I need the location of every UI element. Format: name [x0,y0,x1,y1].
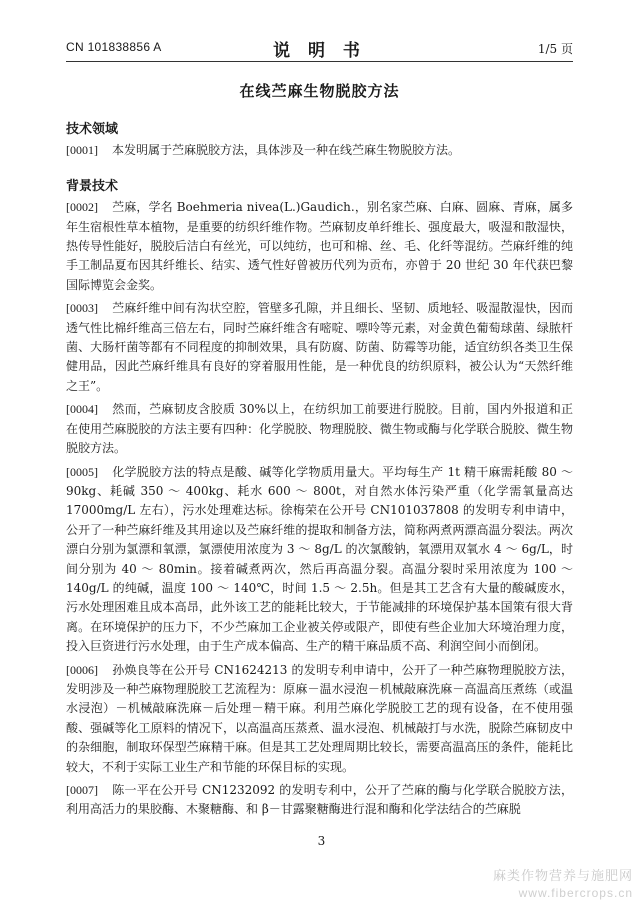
paragraph-number: [0001] [66,143,98,158]
watermark-url: www.fibercrops.cn [518,886,633,900]
paragraph [66,198,573,295]
paragraph-text: 苎麻，学名 Boehmeria nivea(L.)Gaudich.，别名家苎麻、白麻、圆麻、青麻，属多年生宿根性草本植物，是重要的纺织纤维作物。苎麻韧皮单纤维长、强度最大，吸湿和散湿快，热传导性能好，脱胶后洁白有丝光，可以纯纺，也可和棉、丝、毛、化纤等混纺。苎麻纤维的纯手工制品夏布因其纤维长、结实、透气性好曾被历代列为贡布，亦曾于 20 世纪 30 年代获巴黎国际博览会金奖。 [66,200,573,292]
patent-number: CN 101838856 A [66,40,162,54]
paragraph-text: 本发明属于苎麻脱胶方法，具体涉及一种在线苎麻生物脱胶方法。 [112,143,461,158]
paragraph-text: 孙焕良等在公开号 CN1624213 的发明专利申请中，公开了一种苎麻物理脱胶方法，发明涉及一种苎麻物理脱胶工艺流程为：原麻－温水浸泡－机械敲麻洗麻－高温高压煮练（或温水浸泡）－机械敲麻洗麻－后处理－精干麻。利用苎麻化学脱胶工艺的现有设备，在不使用强酸、强碱等化工原料的情况下，以高温高压蒸煮、温水浸泡、机械敲打与水洗，脱除苎麻韧皮中的杂细胞，制取环保型苎麻精干麻。但是其工艺处理周期比较长，需要高温高压的条件，能耗比较大，不利于实际工业生产和节能的环保目标的实现。 [66,662,573,774]
document-body [66,120,573,824]
page-header [66,38,573,61]
paragraph [66,400,573,458]
paragraph [66,463,573,657]
section-heading-background: 背景技术 [66,178,119,194]
paragraph [66,299,573,396]
page-of-total: 1/5 页 [537,42,573,56]
page-number: 3 [317,834,326,848]
paragraph-text: 陈一平在公开号 CN1232092 的发明专利中，公开了苎麻的酶与化学联合脱胶方法，利用高活力的果胶酶、木聚糖酶、和 β－甘露聚糖酶进行混和酶和化学法结合的苎麻脱 [66,783,573,817]
paragraph-number: [0007] [66,783,98,797]
paragraph-text: 化学脱胶方法的特点是酸、碱等化学物质用量大。平均每生产 1t 精干麻需耗酸 80 ～ 90kg、耗碱 350 ～ 400kg、耗水 600 ～ 800t，对自然水体污染严重（化学需氧量高达 17000mg/L 左右），污水处理难达标。徐梅荣在公开号 CN101037808 的发明专利申请中，公开了一种苎麻纤维及其用途以及苎麻纤维的提取和制备方法，简称两煮两漂高温分裂法。两次漂白分别为氯漂和氧漂，氯漂使用浓度为 3 ～ 8g/L 的次氯酸钠，氧漂用双氧水 4 ～ 6g/L，时间分别为 40 ～ 80min。接着碱煮两次，然后再高温分裂。高温分裂时采用浓度为 100 ～ 140g/L 的纯碱，温度 100 ～ 140℃，时间 1.5 ～ 2.5h。但是其工艺含有大量的酸碱废水，污水处理困难且成本高昂，此外该工艺的能耗比较大，于节能减排的环境保护基本国策有很大背离。在环境保护的压力下，不少苎麻加工企业被关停或限产，即使有些企业加大环境治理力度，投入巨资进行污水处理，由于生产成本偏高、生产的精干麻品质不高、利润空间小而倒闭。 [66,464,573,654]
paragraph [66,781,573,820]
paragraph-number: [0005] [66,464,98,479]
paragraph [66,661,573,777]
header-divider [66,61,573,62]
paragraph-number: [0006] [66,662,98,677]
document-title: 在线苎麻生物脱胶方法 [239,82,400,100]
paragraph-text: 然而，苎麻韧皮含胶质 30%以上，在纺织加工前要进行脱胶。目前，国内外报道和正在使用苎麻脱胶的方法主要有四种：化学脱胶、物理脱胶、微生物或酶与化学联合脱胶、微生物脱胶方法。 [66,402,573,456]
section-heading-technical-field: 技术领域 [66,122,119,137]
paragraph-number: [0003] [66,301,98,316]
paragraph-number: [0002] [66,200,98,215]
paragraph-text: 苎麻纤维中间有沟状空腔，管壁多孔隙，并且细长、坚韧、质地轻、吸湿散湿快，因而透气性比棉纤维高三倍左右，同时苎麻纤维含有嘧啶、嘌呤等元素，对金黄色葡萄球菌、绿脓杆菌、大肠杆菌等都有不同程度的抑制效果，具有防腐、防菌、防霉等功能，适宜纺织各类卫生保健用品，因此苎麻纤维具有良好的穿着服用性能，是一种优良的纺织原料，被公认为“天然纤维之王”。 [66,301,573,393]
watermark-site-name: 麻类作物营养与施肥网 [492,869,633,884]
document-type: 说 明 书 [273,41,366,61]
paragraph [66,141,573,160]
paragraph-number: [0004] [66,402,98,417]
